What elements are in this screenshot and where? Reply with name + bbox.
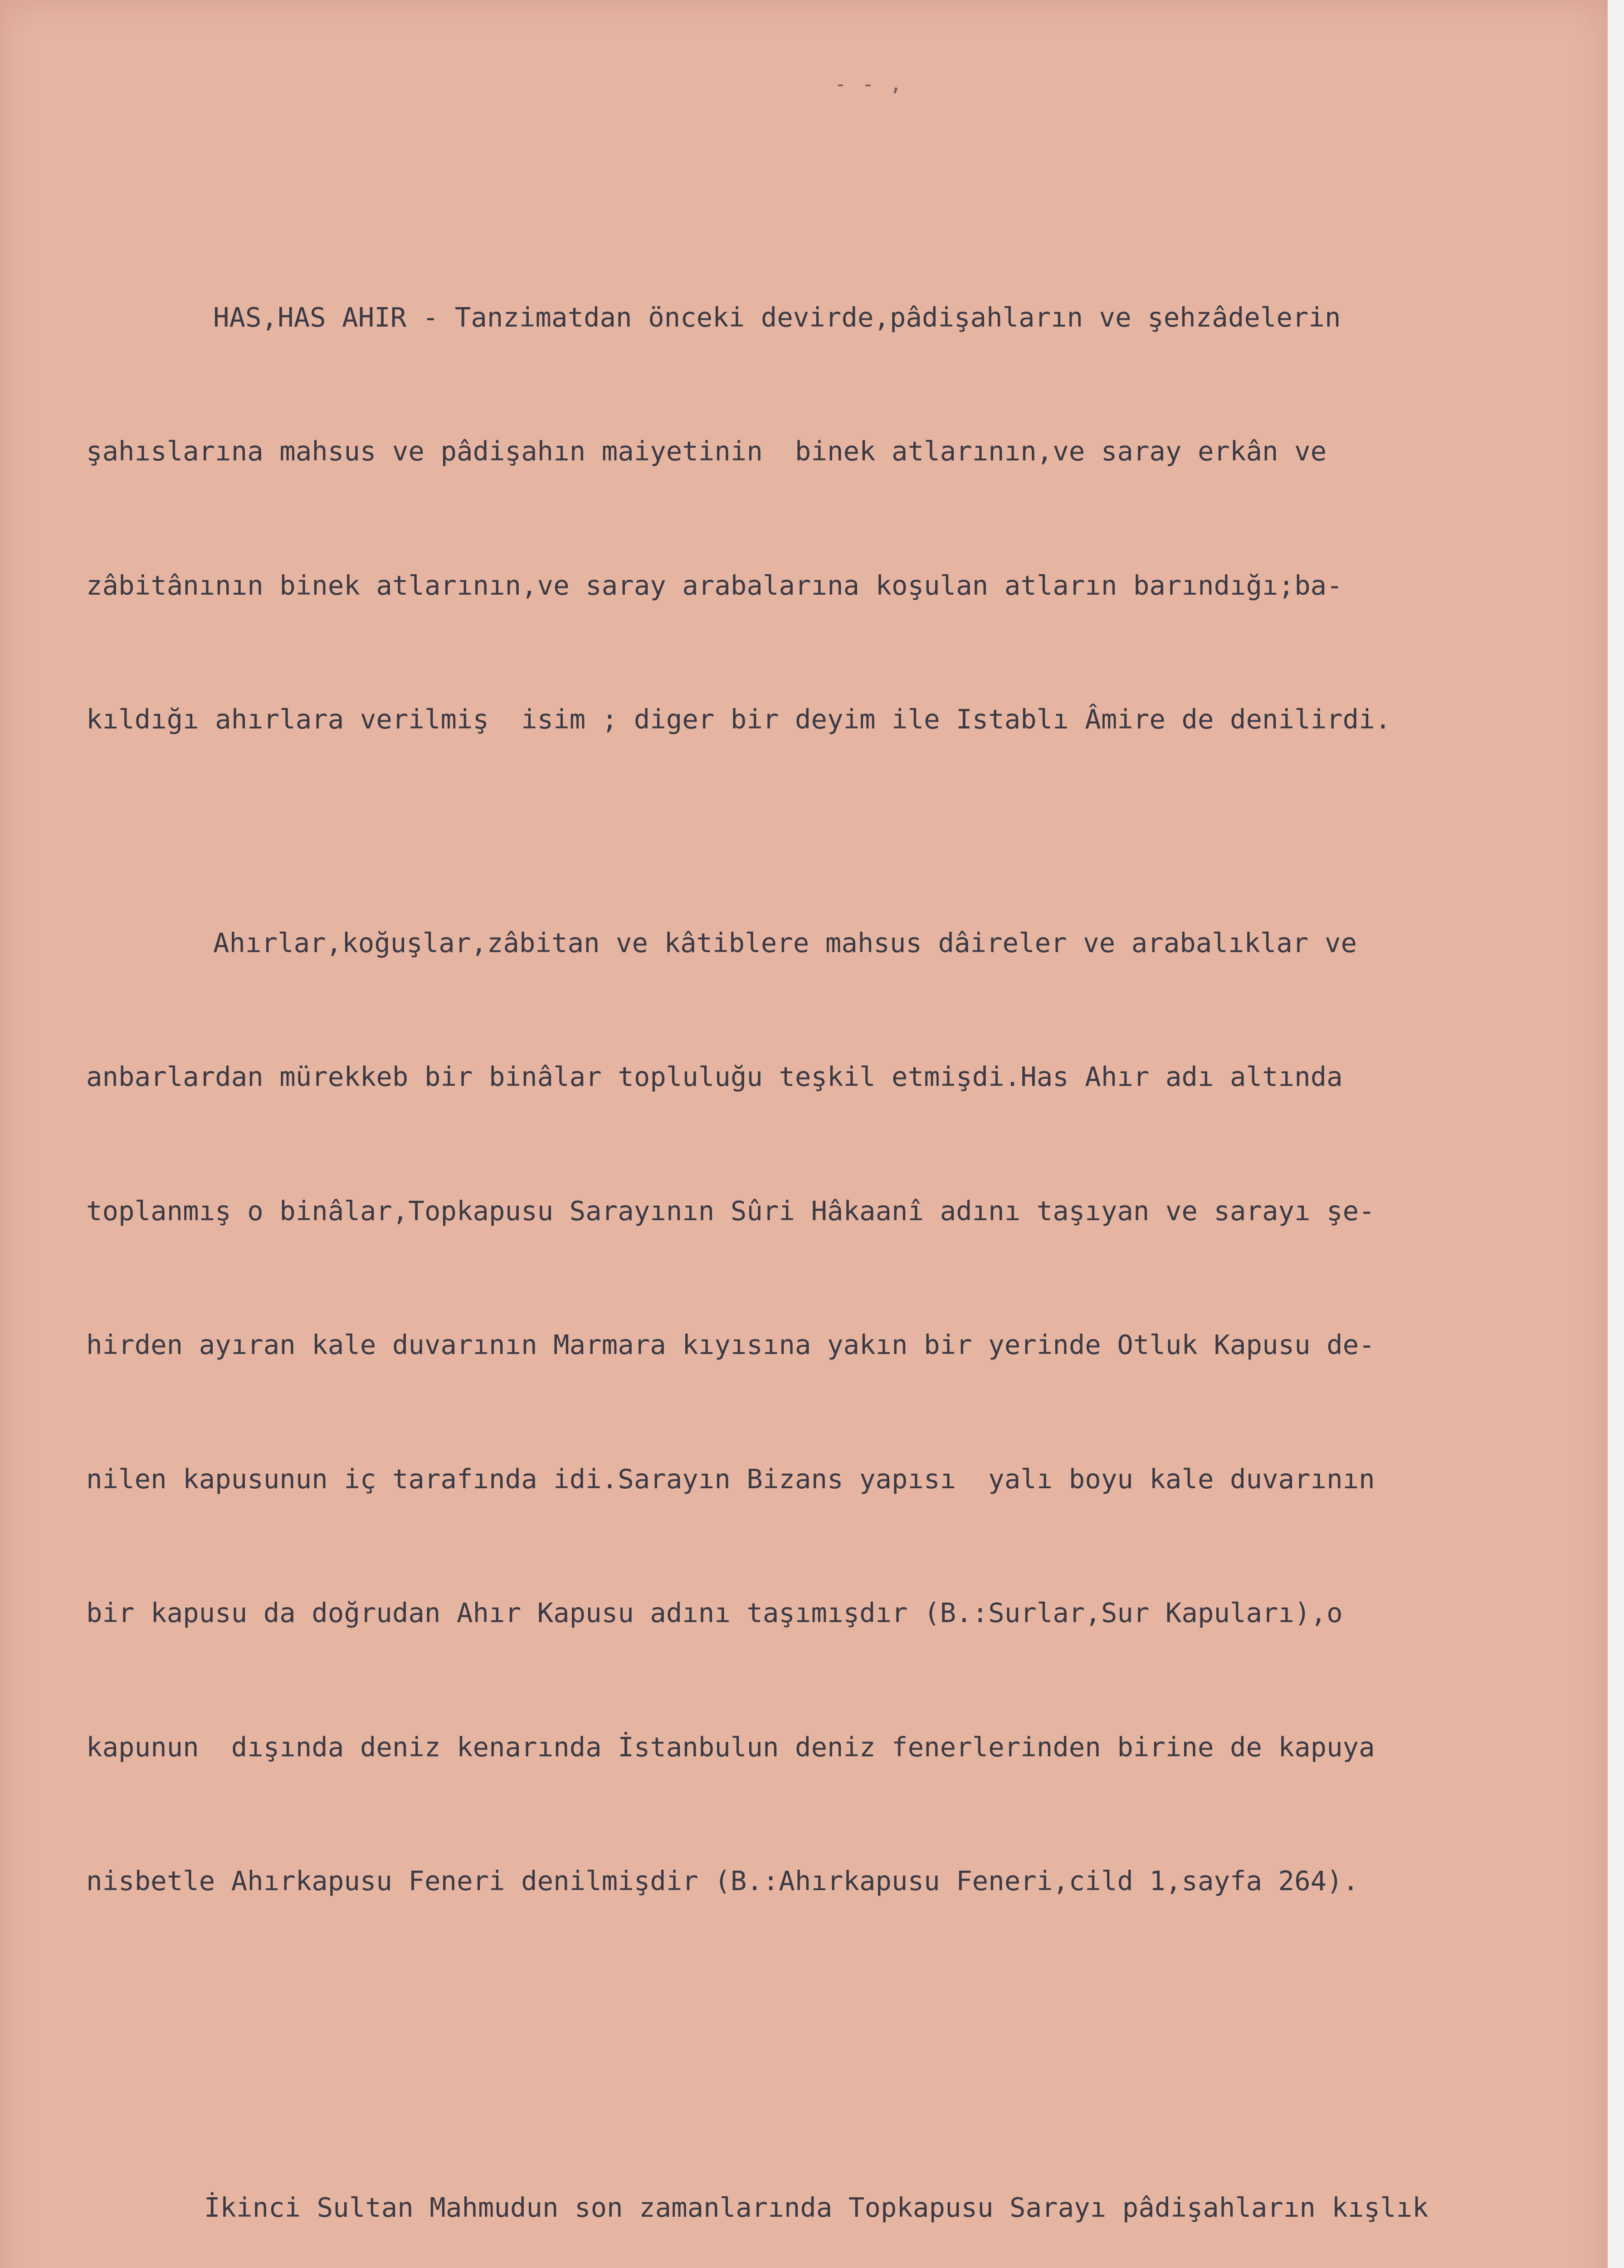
text-line: kıldığı ahırlara verilmiş isim ; diger bir deyim ile Istablı Âmire de denilirdi.: [86, 704, 1391, 735]
text-line: şahıslarına mahsus ve pâdişahın maiyetinin binek atlarının,ve saray erkân ve: [86, 435, 1327, 467]
text-line: Ahırlar,koğuşlar,zâbitan ve kâtiblere mahsus dâireler ve arabalıklar ve: [213, 927, 1357, 958]
text-line: nilen kapusunun iç tarafında idi.Sarayın Bizans yapısı yalı boyu kale duvarının: [86, 1463, 1375, 1495]
document-body: [86, 161, 1596, 2268]
scan-edge: [1608, 0, 1624, 2268]
top-mark: - - ,: [834, 73, 904, 96]
text-line: zâbitânının binek atlarının,ve saray arabalarına koşulan atların barındığı;ba-: [86, 569, 1343, 601]
text-line: kapunun dışında deniz kenarında İstanbulun deniz fenerlerinden birine de kapuya: [86, 1731, 1375, 1763]
text-line: toplanmış o binâlar,Topkapusu Sarayının Sûri Hâkaanî adını taşıyan ve sarayı şe-: [86, 1195, 1375, 1227]
text-line: nisbetle Ahırkapusu Feneri denilmişdir (B.:Ahırkapusu Feneri,cild 1,sayfa 264).: [86, 1865, 1359, 1897]
text-line: hirden ayıran kale duvarının Marmara kıyısına yakın bir yerinde Otluk Kapusu de-: [86, 1329, 1375, 1360]
text-line: HAS,HAS AHIR - Tanzimatdan önceki devirde,pâdişahların ve şehzâdelerin: [213, 301, 1341, 333]
text-line: anbarlardan mürekkeb bir binâlar topluluğu teşkil etmişdi.Has Ahır adı altında: [86, 1061, 1343, 1092]
text-line: bir kapusu da doğrudan Ahır Kapusu adını taşımışdır (B.:Surlar,Sur Kapuları),o: [86, 1597, 1343, 1628]
text-line: İkinci Sultan Mahmudun son zamanlarında Topkapusu Sarayı pâdişahların kışlık: [204, 2191, 1429, 2223]
